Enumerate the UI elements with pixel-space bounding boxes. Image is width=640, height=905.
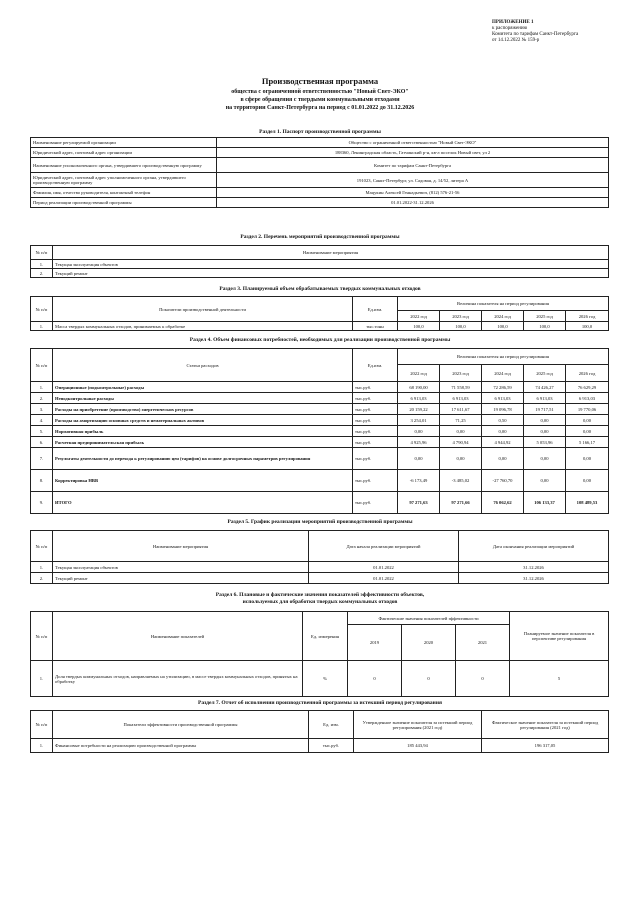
year-header: 2019 [348,625,402,661]
table-row [31,393,609,404]
table-header-cell: Наименование мероприятия [53,246,609,260]
table-cell: 68 190,00 [398,382,440,393]
table-cell: 100,0 [398,322,440,331]
table-cell: Текущая эксплуатация объектов [53,260,609,269]
table-cell: 0 [348,661,402,697]
year-header: 2025 год [524,311,566,322]
table-cell: 0,00 [482,448,524,470]
table-cell: 0,00 [566,415,609,426]
table-cell: 196 317,05 [482,739,609,753]
section2-title: Раздел 2. Перечень мероприятий производственной программы [240,234,400,240]
table-cell: Мацукин Алексей Геннадьевич, (812) 576-21-56 [217,188,609,198]
table-cell: тыс.руб. [353,492,398,514]
table-cell: 71,25 [440,415,482,426]
table-header-row [31,711,609,739]
report-table [30,710,609,753]
table-cell: -6 173,49 [398,470,440,492]
table-cell: Наименование уполномоченного органа, утвердившего производственную программу [31,158,217,173]
table-cell: 97 271,66 [440,492,482,514]
table-cell: 9. [31,492,53,514]
table-cell: 0,00 [440,448,482,470]
table-cell: 74 426,27 [524,382,566,393]
table-cell: 0,00 [482,426,524,437]
table-header-row [31,531,609,562]
table-cell: 3 254,01 [398,415,440,426]
table-cell: 97 271,63 [398,492,440,514]
table-cell: 8. [31,470,53,492]
table-header-cell: № п/п [31,612,53,661]
table-header-cell: № п/п [31,297,53,322]
passport-table [30,137,609,208]
subtitle-line: на территории Санкт-Петербурга на период с 01.01.2022 до 31.12.2026 [225,105,415,111]
table-cell: Комитет по тарифам Санкт-Петербурга [217,158,609,173]
table-cell: Текущий ремонт [53,269,609,278]
table-cell: 1. [31,562,53,573]
table-cell: тыс.руб. [353,393,398,404]
table-cell: тыс.руб. [353,437,398,448]
table-header-cell: Дата окончания реализации мероприятий [459,531,609,562]
section3-title: Раздел 3. Планируемый объем обрабатываемых твердых коммунальных отходов [219,286,421,292]
table-cell: Масса твердых коммунальных отходов, принимаемых к обработке [53,322,353,331]
table-cell: 4 925,96 [398,437,440,448]
table-header-row [31,612,609,625]
table-cell: 4 944,92 [482,437,524,448]
table-header-cell: № п/п [31,531,53,562]
table-cell: 0,00 [566,426,609,437]
table-row [31,492,609,514]
table-cell: Результаты деятельности до перехода к регулированию цен (тарифов) на основе долгосрочных параметров регулирования [53,448,353,470]
table-cell: тыс.тонн [353,322,398,331]
table-cell: 1. [31,739,53,753]
table-row [31,173,609,188]
year-header: 2026 год [566,365,609,382]
table-cell: Корректировка НВВ [53,470,353,492]
table-row [31,188,609,198]
table-cell: Юридический адрес, почтовый адрес уполномоченного органа, утвердившего производственную программу [31,173,217,188]
table-cell: Финансовые потребности на реализацию производственной программы [53,739,309,753]
table-header-cell: Статьи расходов [53,349,353,382]
table-cell: Операционные (подконтрольные) расходы [53,382,353,393]
table-row [31,437,609,448]
appendix-line: Комитета по тарифам Санкт-Петербурга [492,32,579,37]
table-cell: 76 629,29 [566,382,609,393]
table-header-cell: Ед. изм. [309,711,354,739]
table-header-cell: Наименование показателей [53,612,303,661]
table-row [31,415,609,426]
table-cell: 2. [31,269,53,278]
table-row [31,739,609,753]
appendix-line: ПРИЛОЖЕНИЕ 1 [492,20,534,25]
table-cell: 185 443,94 [354,739,482,753]
year-header: 2024 год [482,365,524,382]
table-cell: 0,00 [398,448,440,470]
table-row [31,158,609,173]
year-header: 2023 год [440,365,482,382]
section6-title-line: Раздел 6. Плановые и фактические значения показателей эффективности объектов, [215,592,425,598]
table-cell: 01.01.2022 [309,562,459,573]
table-cell: Общество с ограниченной ответственностью "Новый Свет-ЭКО" [217,138,609,148]
table-row [31,382,609,393]
table-cell: 20 159,22 [398,404,440,415]
year-header: 2023 год [440,311,482,322]
table-cell: 4. [31,415,53,426]
table-header-cell: Фактическое значение показателя за истекший период регулирования (2021 год) [482,711,609,739]
table-header-cell: Ед.изм. [353,349,398,382]
table-header-cell: Величина показателя на период регулирования [398,349,609,365]
table-cell: 0 [456,661,510,697]
subtitle-line: в сфере обращения с твердыми коммунальными отходами [240,97,400,103]
table-cell: 5 [510,661,609,697]
table-cell: 76 062,62 [482,492,524,514]
section5-title: Раздел 5. График реализации мероприятий производственной программы [227,519,413,525]
table-row [31,661,609,697]
table-cell: 3. [31,404,53,415]
table-row [31,138,609,148]
section1-title: Раздел 1. Паспорт производственной программы [259,129,381,135]
volume-table [30,296,609,331]
year-header: 2024 год [482,311,524,322]
section6-title-line: используемых для обработки твердых коммунальных отходов [242,599,398,605]
table-row [31,470,609,492]
table-cell: 100,0 [566,322,609,331]
table-cell: 2. [31,393,53,404]
table-header-cell: Фактические значения показателей эффективности [348,612,510,625]
table-cell: -27 760,70 [482,470,524,492]
table-cell: 19 717,51 [524,404,566,415]
table-row [31,148,609,158]
table-cell: тыс.руб. [353,470,398,492]
table-cell: 6 913,03 [482,393,524,404]
table-row [31,260,609,269]
year-header: 2025 год [524,365,566,382]
table-header-cell: № п/п [31,349,53,382]
table-cell: Расчетная предпринимательская прибыль [53,437,353,448]
appendix-block [492,20,622,44]
table-cell: 191023, Санкт-Петербург, ул. Садовая, д. 14/52, литера А [217,173,609,188]
table-cell: 100,0 [440,322,482,331]
table-cell: Расходы на приобретение (производство) энергетических ресурсов [53,404,353,415]
table-cell: 5 053,96 [524,437,566,448]
table-cell: 188360, Ленинградская область, Гатчинский р-н, кв-л поселок Новый свет, ул 2 [217,148,609,158]
year-header: 2022 год [398,311,440,322]
table-row [31,448,609,470]
table-cell: 2. [31,573,53,584]
table-cell: 4 790,94 [440,437,482,448]
table-row [31,198,609,208]
table-cell: 71 558,59 [440,382,482,393]
table-cell: 0,00 [524,448,566,470]
table-cell: 0,00 [566,448,609,470]
table-cell: 0,00 [398,426,440,437]
table-cell: 0,50 [482,415,524,426]
table-row [31,573,609,584]
document-title: Производственная программа [261,76,379,86]
table-cell: 31.12.2026 [459,562,609,573]
activities-table [30,245,609,278]
table-header-cell: Показатели эффективности производственной программы [53,711,309,739]
table-cell: Текущий ремонт [53,573,309,584]
table-header-row [31,349,609,365]
table-cell: 5 166,17 [566,437,609,448]
table-cell: ИТОГО [53,492,353,514]
table-cell: 6 913,03 [566,393,609,404]
table-cell: 1. [31,382,53,393]
table-cell: тыс.руб. [353,448,398,470]
table-cell: 7. [31,448,53,470]
table-cell: 1. [31,260,53,269]
efficiency-table [30,611,609,697]
table-cell: Юридический адрес, почтовый адрес организации [31,148,217,158]
table-header-row [31,246,609,260]
year-header: 2021 [456,625,510,661]
table-header-cell: Планируемое значение показателя в перспективе регулирования [510,612,609,661]
subtitle-line: общества с ограниченной ответственностью "Новый Свет-ЭКО" [231,89,409,95]
year-header: 2020 [402,625,456,661]
table-header-cell: Наименование мероприятия [53,531,309,562]
table-cell: Фамилия, имя, отчество руководителя, контактный телефон [31,188,217,198]
table-cell: 6 913,03 [440,393,482,404]
table-cell: 5. [31,426,53,437]
appendix-line: к распоряжению [492,26,528,31]
year-header: 2026 год [566,311,609,322]
table-cell: -3 485,02 [440,470,482,492]
table-row [31,404,609,415]
table-cell: Доля твердых коммунальных отходов, направляемых на утилизацию, в массе твердых коммунальных отходов, принятых на обработку [53,661,303,697]
table-cell: 100,0 [482,322,524,331]
table-header-cell: Дата начала реализации мероприятий [309,531,459,562]
table-cell: 6 913,03 [524,393,566,404]
finance-table [30,348,609,514]
table-cell: 0,00 [566,470,609,492]
table-cell: Текущая эксплуатация объектов [53,562,309,573]
table-cell: тыс.руб. [353,382,398,393]
table-cell: 0,00 [524,470,566,492]
table-cell: 19 096,78 [482,404,524,415]
table-cell: 106 133,37 [524,492,566,514]
table-cell: 17 611,67 [440,404,482,415]
table-row [31,562,609,573]
table-row [31,426,609,437]
table-cell: 6 913,03 [398,393,440,404]
year-header: 2022 год [398,365,440,382]
table-row [31,269,609,278]
table-cell: 100,0 [524,322,566,331]
table-header-cell: Ед.изм. [353,297,398,322]
table-cell: тыс.руб. [353,404,398,415]
table-cell: Наименование регулируемой организации [31,138,217,148]
table-cell: 01.01.2022 [309,573,459,584]
table-cell: 6. [31,437,53,448]
table-header-cell: Показатели производственной деятельности [53,297,353,322]
table-cell: 72 286,59 [482,382,524,393]
table-cell: 1. [31,322,53,331]
table-header-cell: Утвержденное значение показателя за истекший период регулирования (2021 год) [354,711,482,739]
table-cell: Неподконтрольные расходы [53,393,353,404]
table-header-cell: Величина показателя на период регулирования [398,297,609,311]
table-header-cell: № п/п [31,246,53,260]
table-cell: Расходы на амортизацию основных средств и нематериальных активов [53,415,353,426]
table-cell: 0 [402,661,456,697]
table-cell: Нормативная прибыль [53,426,353,437]
table-header-row [31,297,609,311]
table-header-cell: № п/п [31,711,53,739]
table-cell: Период реализации производственной программы [31,198,217,208]
schedule-table [30,530,609,584]
table-cell: % [303,661,348,697]
table-cell: 0,00 [524,415,566,426]
section4-title: Раздел 4. Объем финансовых потребностей, необходимых для реализации производственной программы [189,337,451,343]
table-header-cell: Ед. измерения [303,612,348,661]
document-subtitle [0,88,640,112]
table-cell: 108 489,53 [566,492,609,514]
appendix-line: от 14.12.2022 № 159-р [492,38,540,43]
table-cell: тыс.руб. [309,739,354,753]
table-row [31,322,609,331]
table-cell: 1. [31,661,53,697]
section7-title: Раздел 7. Отчет об исполнении производственной программы за истекший период регулирования [198,700,442,706]
table-cell: 31.12.2026 [459,573,609,584]
table-cell: 0,00 [524,426,566,437]
table-cell: тыс.руб. [353,415,398,426]
section6-title [0,592,640,606]
table-cell: 0,00 [440,426,482,437]
table-cell: 01.01.2022-31.12.2026 [217,198,609,208]
table-cell: тыс.руб. [353,426,398,437]
table-cell: 19 770,06 [566,404,609,415]
